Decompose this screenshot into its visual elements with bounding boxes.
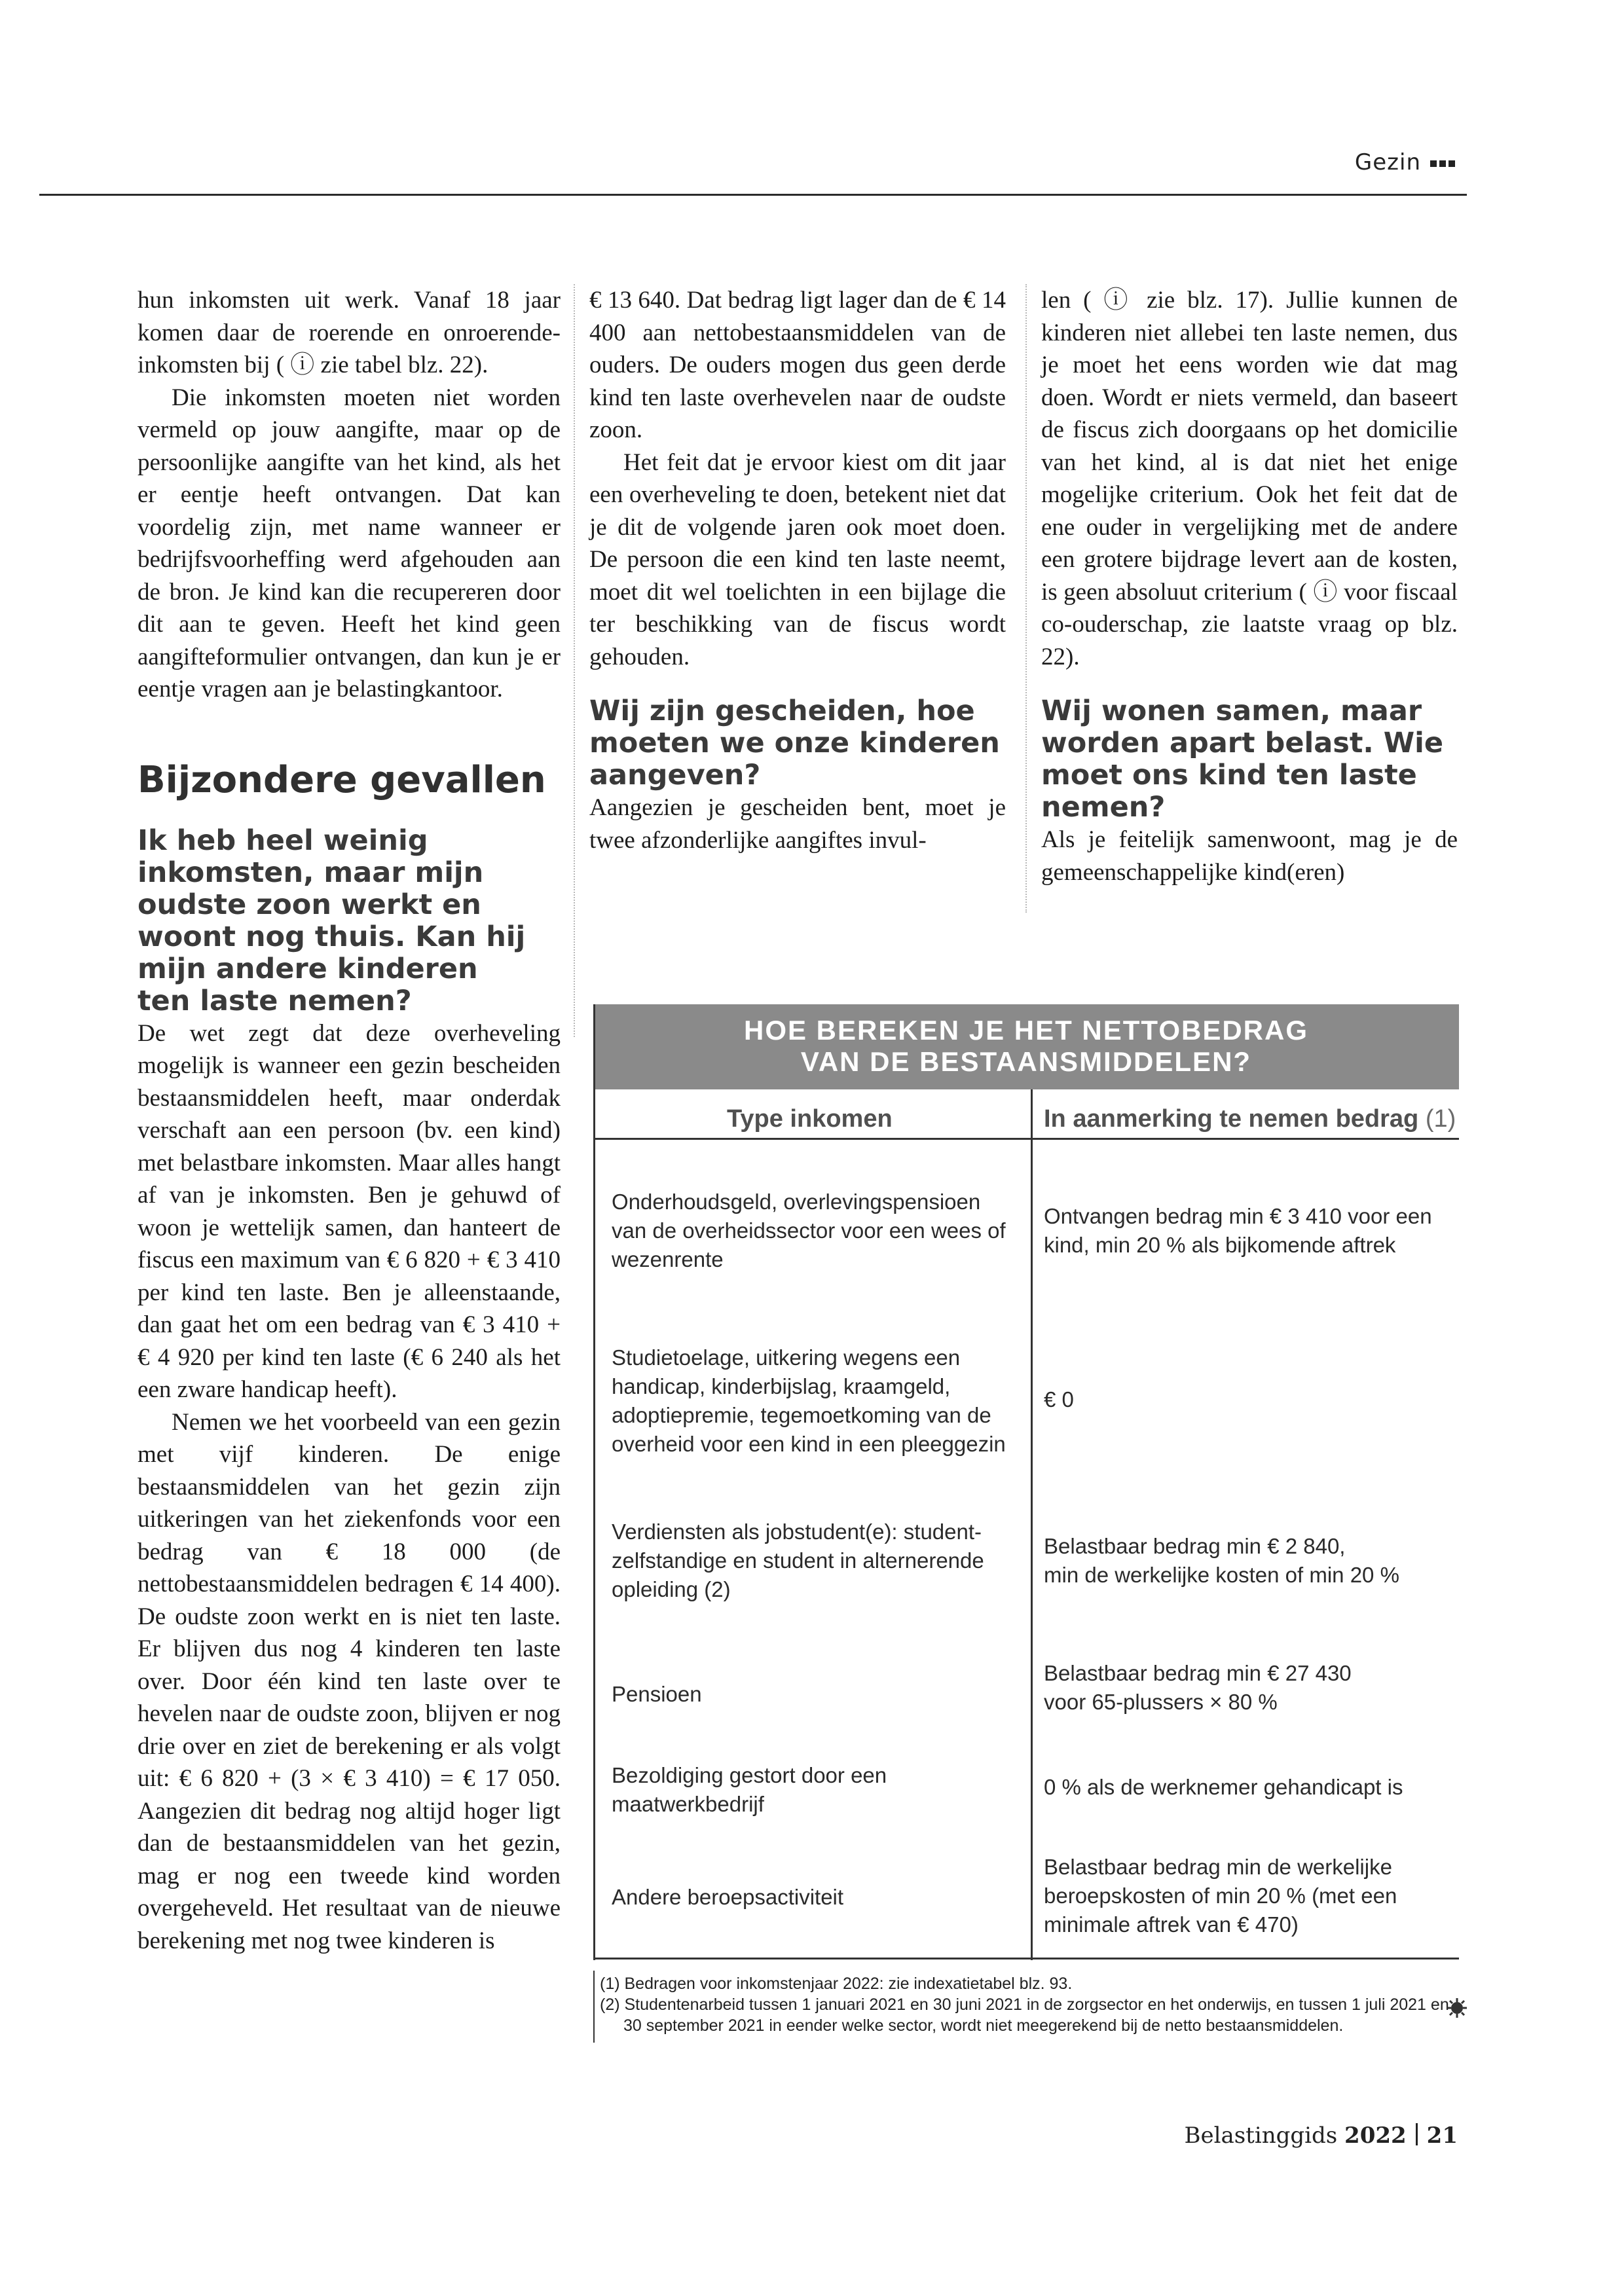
cell-line: € 0	[1044, 1387, 1074, 1412]
paragraph: Het feit dat je ervoor kiest om dit jaar een overheveling te doen, betekent niet dat je dit de volgende jaren ook moet doen. De persoon die een kind ten laste neemt, moet dit wel toelichten in een bijlage die ter beschikking van de fiscus wordt gehouden.	[589, 448, 1006, 670]
page-footer	[1184, 2123, 1458, 2149]
paragraph: hun inkomsten uit werk. Vanaf 18 jaar komen daar de roerende en onroerende-inkomsten bij ( ⓘ zie tabel blz. 22).	[138, 287, 561, 378]
cell-line: Belastbaar bedrag min de werkelijke	[1044, 1855, 1392, 1879]
cell-line: Belastbaar bedrag min € 27 430	[1044, 1661, 1352, 1685]
table-row-amount	[1044, 1385, 1456, 1414]
table-col2-header	[1044, 1105, 1456, 1133]
cell-line: Andere beroepsactiviteit	[612, 1885, 844, 1909]
paragraph: Aangezien je gescheiden bent, moet je twee afzonderlijke aangiftes invul-	[589, 794, 1006, 854]
cell-line: Onderhoudsgeld, overlevingspensioen	[612, 1190, 981, 1214]
cell-line: Ontvangen bedrag min € 3 410 voor een	[1044, 1204, 1432, 1228]
table-row-type	[612, 1343, 1018, 1459]
table-title-line: VAN DE BESTAANSMIDDELEN?	[800, 1046, 1252, 1077]
column-divider	[1025, 284, 1028, 913]
cell-line: kind, min 20 % als bijkomende aftrek	[1044, 1233, 1396, 1257]
table-col2-header-text: In aanmerking te nemen bedrag	[1044, 1105, 1419, 1133]
cell-line: opleiding (2)	[612, 1577, 731, 1601]
text-column-1	[138, 284, 561, 1957]
publication-name: Belastinggids	[1184, 2123, 1338, 2149]
table-row-type	[612, 1883, 1018, 1912]
text-column-2	[589, 284, 1006, 856]
table-row-type	[612, 1188, 1018, 1274]
paragraph: Die inkomsten moeten niet worden vermeld op jouw aangifte, maar op de persoonlijke aangifte van het kind, als het er eentje heeft ontvangen. Dat kan voordelig zijn, met name wanneer er bedrijfsvoorheffing werd afgehouden aan de bron. Je kind kan die recupereren door dit aan te geven. Heeft het kind geen aangifteformulier ontvangen, dan kun je er eentje vragen aan je belastingkantoor.	[138, 384, 561, 702]
cell-line: minimale aftrek van € 470)	[1044, 1912, 1299, 1937]
table-row-type	[612, 1680, 1018, 1709]
table-title	[593, 1015, 1459, 1078]
cell-line: Bezoldiging gestort door een	[612, 1763, 887, 1787]
cell-line: voor 65-plussers × 80 %	[1044, 1690, 1278, 1714]
cell-line: Studietoelage, uitkering wegens een	[612, 1345, 961, 1370]
footnote-rule	[593, 1971, 595, 2043]
cell-line: van de overheidssector voor een wees of	[612, 1218, 1006, 1243]
page-number: 21	[1426, 2123, 1458, 2149]
footnote-2-line-1: (2) Studentenarbeid tussen 1 januari 2021 en 30 juni 2021 in de zorgsector en het onderwijs, en tussen 1 juli 2021 en	[600, 1995, 1449, 2014]
cell-line: Verdiensten als jobstudent(e): student-	[612, 1520, 982, 1544]
table-row-amount	[1044, 1773, 1456, 1802]
paragraph: Nemen we het voorbeeld van een gezin met vijf kinderen. De enige bestaansmiddelen van het gezin zijn uitkeringen van het ziekenfonds voor een bedrag van € 18 000 (de nettobestaansmiddelen bedragen € 14 400). De oudste zoon werkt en is niet ten laste. Er blijven dus nog 4 kinderen ten laste over. Door één kind ten laste over te hevelen naar de oudste zoon, blijven er nog drie over en ziet de berekening er als volgt uit: € 6 820 + (3 × € 3 410) = € 17 050. Aangezien dit bedrag nog altijd hoger ligt dan de bestaansmiddelen van het gezin, mag er nog een tweede kind worden overgeheveld. Het resultaat van de nieuwe berekening met nog twee kinderen is	[138, 1408, 561, 1954]
table-title-line: HOE BEREKEN JE HET NETTOBEDRAG	[744, 1015, 1308, 1046]
text-column-3	[1041, 284, 1458, 888]
paragraph: De wet zegt dat deze overheveling mogelijk is wanneer een gezin bescheiden bestaansmiddelen heeft, maar onderdak verschaft aan een persoon (bv. een kind) met belastbare inkomsten. Maar alles hangt af van je inkomsten. Ben je gehuwd of woon je wettelijk samen, dan hanteert de fiscus een maximum van € 6 820 + € 3 410 per kind ten laste. Ben je alleenstaande, dan gaat het om een bedrag van € 3 410 + € 4 920 per kind ten laste (€ 6 240 als het een zware handicap heeft).	[138, 1019, 561, 1403]
question-heading: Wij zijn gescheiden, hoe moeten we onze kinderen aangeven?	[589, 695, 1000, 792]
table-bottom-rule	[593, 1958, 1459, 1959]
cell-line: beroepskosten of min 20 % (met een	[1044, 1884, 1397, 1908]
paragraph: € 13 640. Dat bedrag ligt lager dan de € 14 400 aan nettobestaansmiddelen van de ouders. De ouders mogen dus geen derde kind ten laste overhevelen naar de oudste zoon.	[589, 287, 1006, 443]
cell-line: Belastbaar bedrag min € 2 840,	[1044, 1534, 1346, 1558]
table-col1-header: Type inkomen	[727, 1105, 893, 1133]
cell-line: 0 % als de werknemer gehandicapt is	[1044, 1775, 1403, 1799]
table-col2-header-note: (1)	[1425, 1105, 1456, 1133]
table-row-amount	[1044, 1853, 1456, 1939]
header-rule	[39, 194, 1467, 196]
footer-divider	[1416, 2123, 1418, 2145]
publication-year: 2022	[1344, 2123, 1407, 2149]
column-divider	[574, 284, 576, 1037]
section-marker-icon	[1428, 149, 1455, 175]
cell-line: adoptiepremie, tegemoetkoming van de	[612, 1403, 991, 1427]
cell-line: min de werkelijke kosten of min 20 %	[1044, 1563, 1399, 1587]
cell-line: Pensioen	[612, 1682, 702, 1706]
cell-line: overheid voor een kind in een pleeggezin	[612, 1432, 1006, 1456]
paragraph: Als je feitelijk samenwoont, mag je de gemeenschappelijke kind(eren)	[1041, 826, 1458, 886]
table-row-type	[612, 1761, 1018, 1819]
section-name: Gezin	[1354, 149, 1421, 175]
footnote-1: (1) Bedragen voor inkomstenjaar 2022: zie indexatietabel blz. 93.	[600, 1975, 1073, 1993]
table-row-amount	[1044, 1532, 1456, 1590]
table-column-divider	[1031, 1089, 1033, 1960]
table-row-type	[612, 1518, 1018, 1604]
cell-line: handicap, kinderbijslag, kraamgeld,	[612, 1374, 951, 1398]
footnote-2-line-2: 30 september 2021 in eender welke sector, wordt niet meegerekend bij de netto bestaansmiddelen.	[623, 2016, 1344, 2035]
table-border-left	[593, 1004, 595, 1960]
question-heading: Ik heb heel weinig inkomsten, maar mijn oudste zoon werkt en woont nog thuis. Kan hij mijn andere kinderen ten laste nemen?	[138, 824, 526, 1017]
cell-line: wezenrente	[612, 1247, 724, 1271]
section-heading: Bijzondere gevallen	[138, 758, 546, 801]
virus-icon	[1446, 1997, 1468, 2019]
cell-line: zelfstandige en student in alternerende	[612, 1548, 984, 1573]
table-row-amount	[1044, 1659, 1456, 1717]
table-row-amount	[1044, 1202, 1456, 1260]
section-title	[1355, 149, 1455, 175]
question-heading: Wij wonen samen, maar worden apart belast. Wie moet ons kind ten laste nemen?	[1041, 695, 1444, 824]
paragraph: len ( ⓘ zie blz. 17). Jullie kunnen de kinderen niet allebei ten laste nemen, dus je moet het eens worden wie dat mag doen. Wordt er niets vermeld, dan baseert de fiscus zich doorgaans op het domicilie van het kind, al is dat niet het enige mogelijke criterium. Ook het feit dat de ene ouder in vergelijking met de andere een grotere bijdrage levert aan de kosten, is geen absoluut criterium ( ⓘ voor fiscaal co-ouderschap, zie laatste vraag op blz. 22).	[1041, 287, 1458, 670]
table-header-rule	[593, 1138, 1459, 1140]
cell-line: maatwerkbedrijf	[612, 1792, 764, 1816]
